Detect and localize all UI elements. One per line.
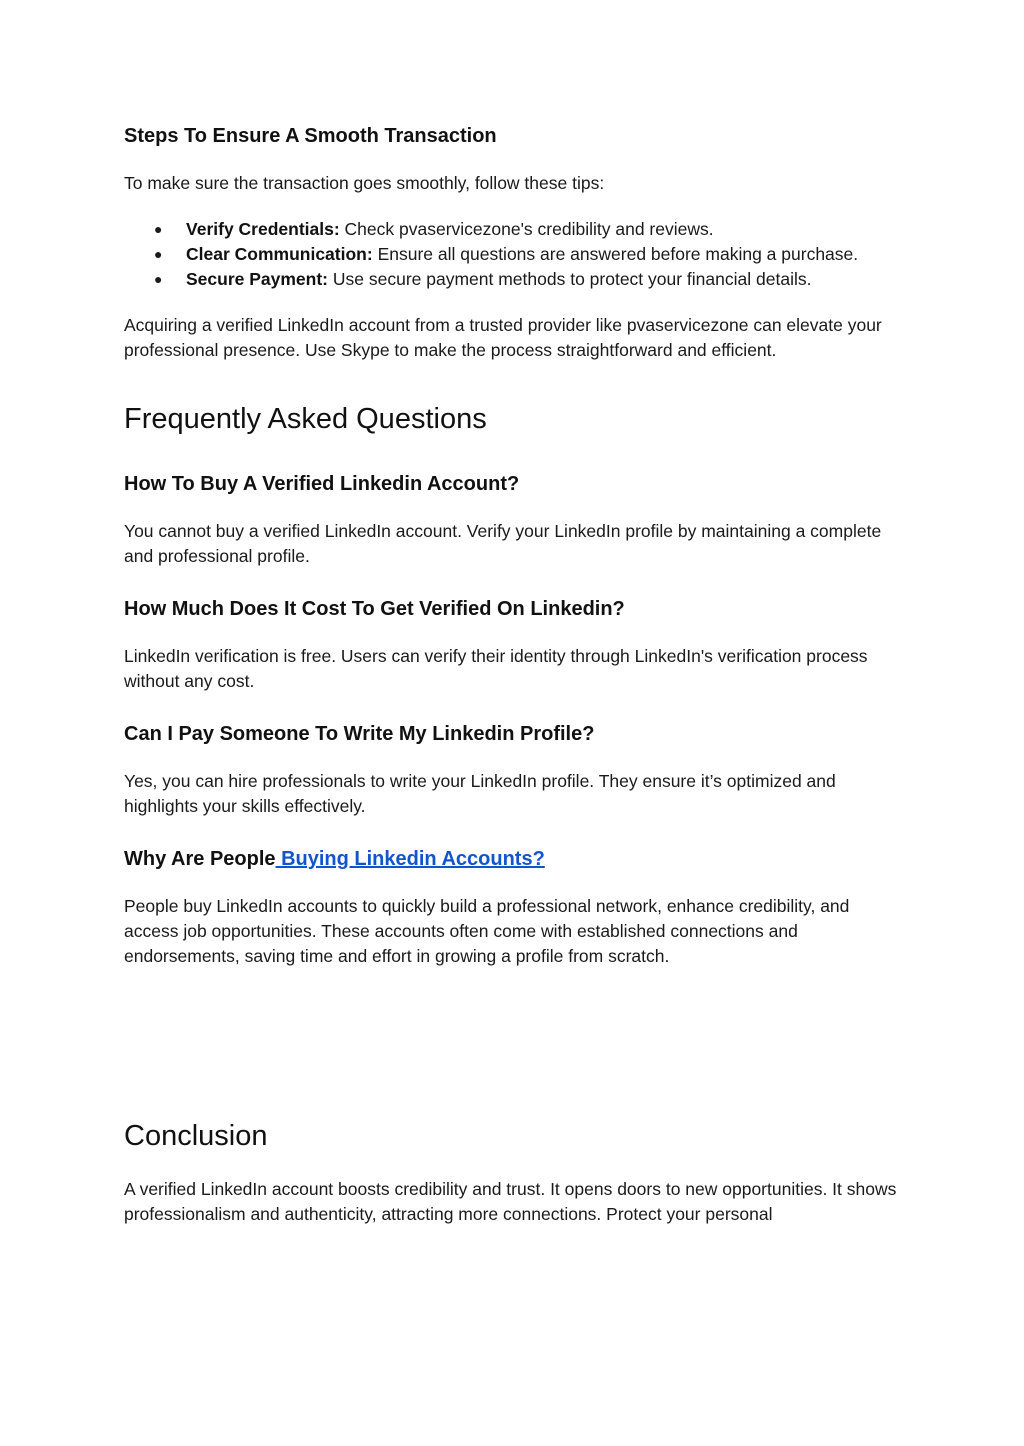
conclusion-heading: Conclusion: [124, 1120, 268, 1152]
conclusion-text: A verified LinkedIn account boosts credibility and trust. It opens doors to new opportunities. It shows professionalism and authenticity, attracting more connections. Protect your personal: [124, 1179, 897, 1224]
document-content: [124, 122, 904, 1227]
list-item: [154, 217, 904, 242]
bullet-icon: ●: [154, 271, 163, 287]
faq-answer-3: Yes, you can hire professionals to write your LinkedIn profile. They ensure it’s optimized and highlights your skills effectively.: [124, 771, 836, 816]
tip-term: Secure Payment:: [186, 269, 329, 289]
list-item: [154, 267, 904, 292]
tip-term: Verify Credentials:: [186, 219, 340, 239]
faq-answer-2: LinkedIn verification is free. Users can verify their identity through LinkedIn's verification process without any cost.: [124, 646, 868, 691]
section-heading-smooth-transaction: Steps To Ensure A Smooth Transaction: [124, 125, 497, 147]
tips-list: [154, 217, 904, 292]
faq-answer-1: You cannot buy a verified LinkedIn account. Verify your LinkedIn profile by maintaining a complete and professional profile.: [124, 521, 882, 566]
section-intro: To make sure the transaction goes smoothly, follow these tips:: [124, 173, 605, 193]
faq-answer-4: People buy LinkedIn accounts to quickly build a professional network, enhance credibility, and access job opportunities. These accounts often come with established connections and endorsements, saving time and effort in growing a profile from scratch.: [124, 896, 850, 966]
faq-question-4: [124, 845, 904, 873]
tip-text: Check pvaservicezone's credibility and reviews.: [339, 219, 714, 239]
buying-linkedin-accounts-link[interactable]: Buying Linkedin Accounts?: [275, 848, 545, 870]
faq-question-3: Can I Pay Someone To Write My Linkedin Profile?: [124, 723, 595, 745]
bullet-icon: ●: [154, 246, 163, 262]
faq-question-1: How To Buy A Verified Linkedin Account?: [124, 473, 520, 495]
bullet-icon: ●: [154, 221, 163, 237]
section-summary: Acquiring a verified LinkedIn account from a trusted provider like pvaservicezone can elevate your professional presence. Use Skype to make the process straightforward and efficient.: [124, 315, 882, 360]
tip-term: Clear Communication:: [186, 244, 373, 264]
list-item: [154, 242, 904, 267]
tip-text: Ensure all questions are answered before making a purchase.: [372, 244, 859, 264]
tip-text: Use secure payment methods to protect your financial details.: [328, 269, 812, 289]
faq-question-4-prefix: Why Are People: [124, 848, 276, 870]
faq-question-2: How Much Does It Cost To Get Verified On Linkedin?: [124, 598, 625, 620]
faq-heading: Frequently Asked Questions: [124, 403, 487, 435]
